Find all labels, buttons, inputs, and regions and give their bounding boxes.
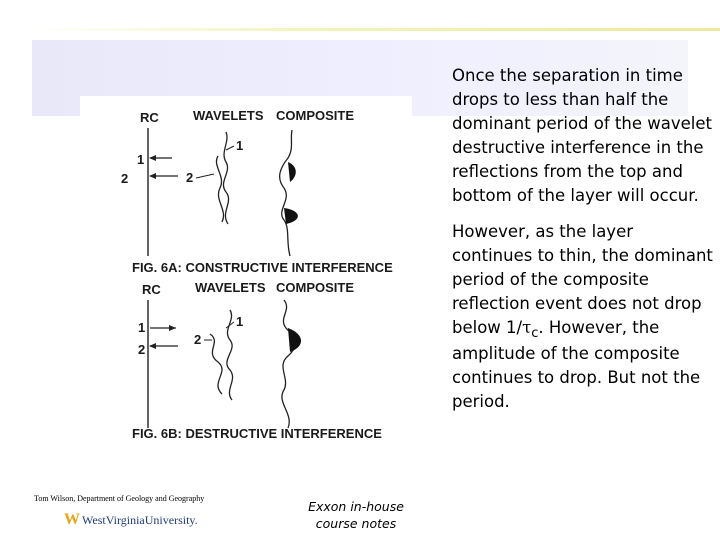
fig6a-rc-num-2: 2 (121, 171, 129, 186)
wvu-logo-mark: W (64, 511, 80, 528)
paragraph-1: Once the separation in time drops to less than half the dominant period of the wavelet destructive interference in the reflections from the top and bottom of the layer will occur. (452, 66, 712, 205)
fig6b-rc-label: RC (142, 282, 161, 297)
fig6a-rc-label: RC (140, 110, 159, 125)
wvu-logo (64, 510, 198, 530)
fig6b-wavelet-num-1: 1 (236, 314, 244, 329)
fig6b-composite-trace (282, 300, 295, 428)
fig6a-arrow-2 (149, 173, 156, 179)
fig6b-rc-num-2: 2 (138, 342, 146, 357)
paragraph-2-end: . However, the amplitude of the composite continues to drop. But not the period. (452, 318, 701, 411)
interference-figure (80, 96, 412, 452)
fig6a-caption: FIG. 6A: CONSTRUCTIVE INTERFERENCE (132, 260, 393, 275)
top-accent-line (28, 28, 720, 31)
paragraph-2 (452, 220, 714, 414)
fig6a-wavelet-1 (223, 132, 228, 224)
fig6b-wavelets-label: WAVELETS (195, 280, 266, 295)
fig6a-wavelet-leader-2 (196, 174, 214, 178)
fig6a-arrow-1 (149, 155, 156, 161)
fig6a-wavelets-label: WAVELETS (193, 108, 264, 123)
fig6b-arrow-1 (169, 325, 176, 331)
tau-subscript: c (531, 326, 539, 341)
source-caption: Exxon in-house course notes (308, 499, 404, 531)
fig6a-rc-num-1: 1 (137, 152, 145, 167)
fig6a-wavelet-num-2: 2 (186, 170, 194, 185)
fig6a-composite-peak-2 (284, 208, 298, 224)
fig6a-wavelet-num-1: 1 (236, 138, 244, 153)
fig6b-composite-label: COMPOSITE (276, 280, 355, 295)
fig6b-composite-peak (288, 328, 301, 352)
body-text (452, 64, 714, 426)
fig6b-rc-num-1: 1 (138, 320, 146, 335)
fig6a-composite-peak-1 (288, 162, 296, 182)
fig6b-wavelet-2 (210, 334, 222, 394)
fig6a-wavelet-leader-1 (226, 146, 234, 150)
wvu-logo-name: WestVirginiaUniversity. (82, 512, 198, 527)
paragraph-2-start: However, as the layer continues to thin, the dominant period of the composite reflection event does not drop below 1/ (452, 222, 713, 337)
fig6b-arrow-2 (149, 343, 156, 349)
interference-diagram (80, 96, 412, 452)
fig6b-wavelet-num-2: 2 (194, 332, 202, 347)
author-credit: Tom Wilson, Department of Geology and Geography (34, 494, 205, 503)
fig6b-caption: FIG. 6B: DESTRUCTIVE INTERFERENCE (132, 426, 382, 441)
fig6a-wavelet-2 (216, 156, 223, 222)
fig6a-composite-label: COMPOSITE (276, 108, 355, 123)
fig6a-composite-trace (280, 130, 292, 256)
tau-symbol: τ (522, 318, 532, 337)
